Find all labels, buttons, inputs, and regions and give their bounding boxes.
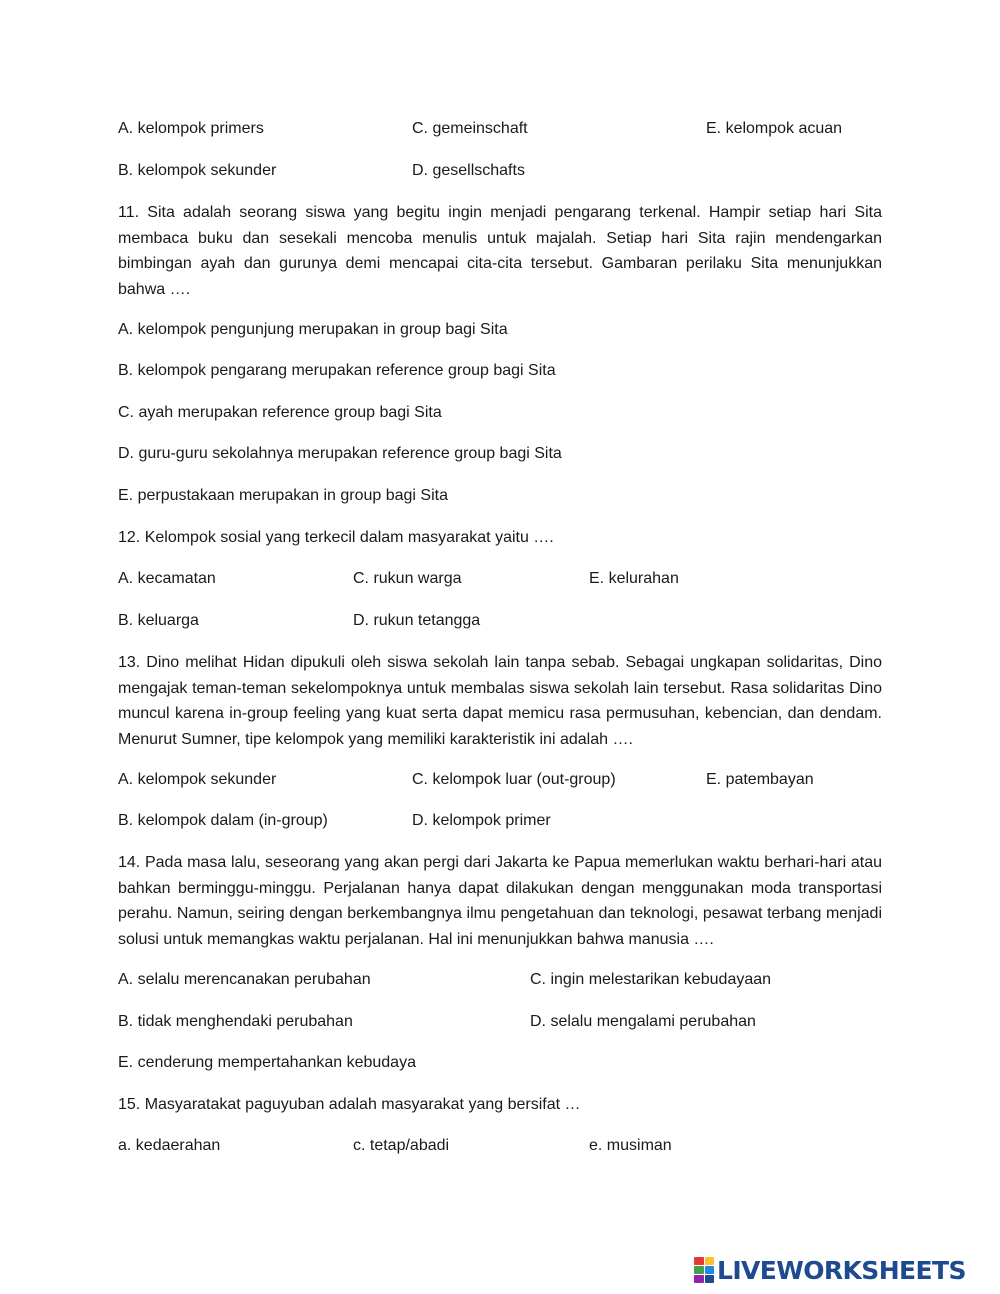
q11-option-d: D. guru-guru sekolahnya merupakan reference group bagi Sita <box>118 445 562 462</box>
q14-option-c: C. ingin melestarikan kebudayaan <box>530 971 772 988</box>
q12-option-c: C. rukun warga <box>353 570 462 587</box>
liveworksheets-logo-text: LIVEWORKSHEETS <box>717 1255 966 1285</box>
q11-option-a: A. kelompok pengunjung merupakan in group bagi Sita <box>118 321 508 338</box>
q14-option-b: B. tidak menghendaki perubahan <box>118 1013 353 1030</box>
logo-mark-block <box>705 1275 715 1283</box>
logo-mark-block <box>694 1266 704 1274</box>
q13-option-a: A. kelompok sekunder <box>118 771 277 788</box>
q10-option-d: D. gesellschafts <box>412 162 525 179</box>
q10-option-e: E. kelompok acuan <box>706 120 843 137</box>
liveworksheets-logo <box>694 1254 966 1286</box>
q13-question: 13. Dino melihat Hidan dipukuli oleh siswa sekolah lain tanpa sebab. Sebagai ungkapan solidaritas, Dino mengajak teman-teman sekelompoknya untuk membalas siswa sekolah lain tersebut. Rasa solidaritas Dino muncul karena in-group feeling yang kuat serta dapat memicu rasa permusuhan, kebencian, dan dendam. Menurut Sumner, tipe kelompok yang memiliki karakteristik ini adalah …. <box>118 654 882 748</box>
q13-option-b: B. kelompok dalam (in-group) <box>118 812 328 829</box>
q12-question: 12. Kelompok sosial yang terkecil dalam masyarakat yaitu …. <box>118 529 554 546</box>
q13-option-c: C. kelompok luar (out-group) <box>412 771 616 788</box>
q15-option-c: c. tetap/abadi <box>353 1137 450 1154</box>
q10-option-c: C. gemeinschaft <box>412 120 528 137</box>
q12-option-a: A. kecamatan <box>118 570 216 587</box>
logo-mark-block <box>705 1257 715 1265</box>
q14-question: 14. Pada masa lalu, seseorang yang akan pergi dari Jakarta ke Papua memerlukan waktu berhari-hari atau bahkan berminggu-minggu. Perjalanan hanya dapat dilakukan dengan menggunakan moda transportasi perahu. Namun, seiring dengan berkembangnya ilmu pengetahuan dan teknologi, pesawat terbang menjadi solusi untuk memangkas waktu perjalanan. Hal ini menunjukkan bahwa manusia …. <box>118 854 882 948</box>
q12-option-e: E. kelurahan <box>589 570 679 587</box>
q10-option-a: A. kelompok primers <box>118 120 264 137</box>
q14-option-d: D. selalu mengalami perubahan <box>530 1013 756 1030</box>
q14-option-a: A. selalu merencanakan perubahan <box>118 971 371 988</box>
q11-question: 11. Sita adalah seorang siswa yang begitu ingin menjadi pengarang terkenal. Hampir setiap hari Sita membaca buku dan sesekali mencoba menulis untuk majalah. Setiap hari Sita rajin mendengarkan bimbingan ayah dan gurunya demi mencapai cita-cita tersebut. Gambaran perilaku Sita menunjukkan bahwa …. <box>118 204 882 298</box>
logo-mark-block <box>694 1257 704 1265</box>
q12-option-b: B. keluarga <box>118 612 199 629</box>
q11-option-b: B. kelompok pengarang merupakan reference group bagi Sita <box>118 362 556 379</box>
q15-option-e: e. musiman <box>589 1137 672 1154</box>
q11-option-c: C. ayah merupakan reference group bagi Sita <box>118 404 442 421</box>
logo-mark-block <box>705 1266 715 1274</box>
q10-option-b: B. kelompok sekunder <box>118 162 277 179</box>
q14-option-e: E. cenderung mempertahankan kebudaya <box>118 1054 416 1071</box>
logo-mark-block <box>694 1275 704 1283</box>
q15-option-a: a. kedaerahan <box>118 1137 221 1154</box>
q15-question: 15. Masyaratakat paguyuban adalah masyarakat yang bersifat … <box>118 1096 581 1113</box>
q13-option-e: E. patembayan <box>706 771 814 788</box>
q13-option-d: D. kelompok primer <box>412 812 551 829</box>
q12-option-d: D. rukun tetangga <box>353 612 481 629</box>
q11-option-e: E. perpustakaan merupakan in group bagi Sita <box>118 487 448 504</box>
liveworksheets-logo-icon <box>694 1257 714 1283</box>
